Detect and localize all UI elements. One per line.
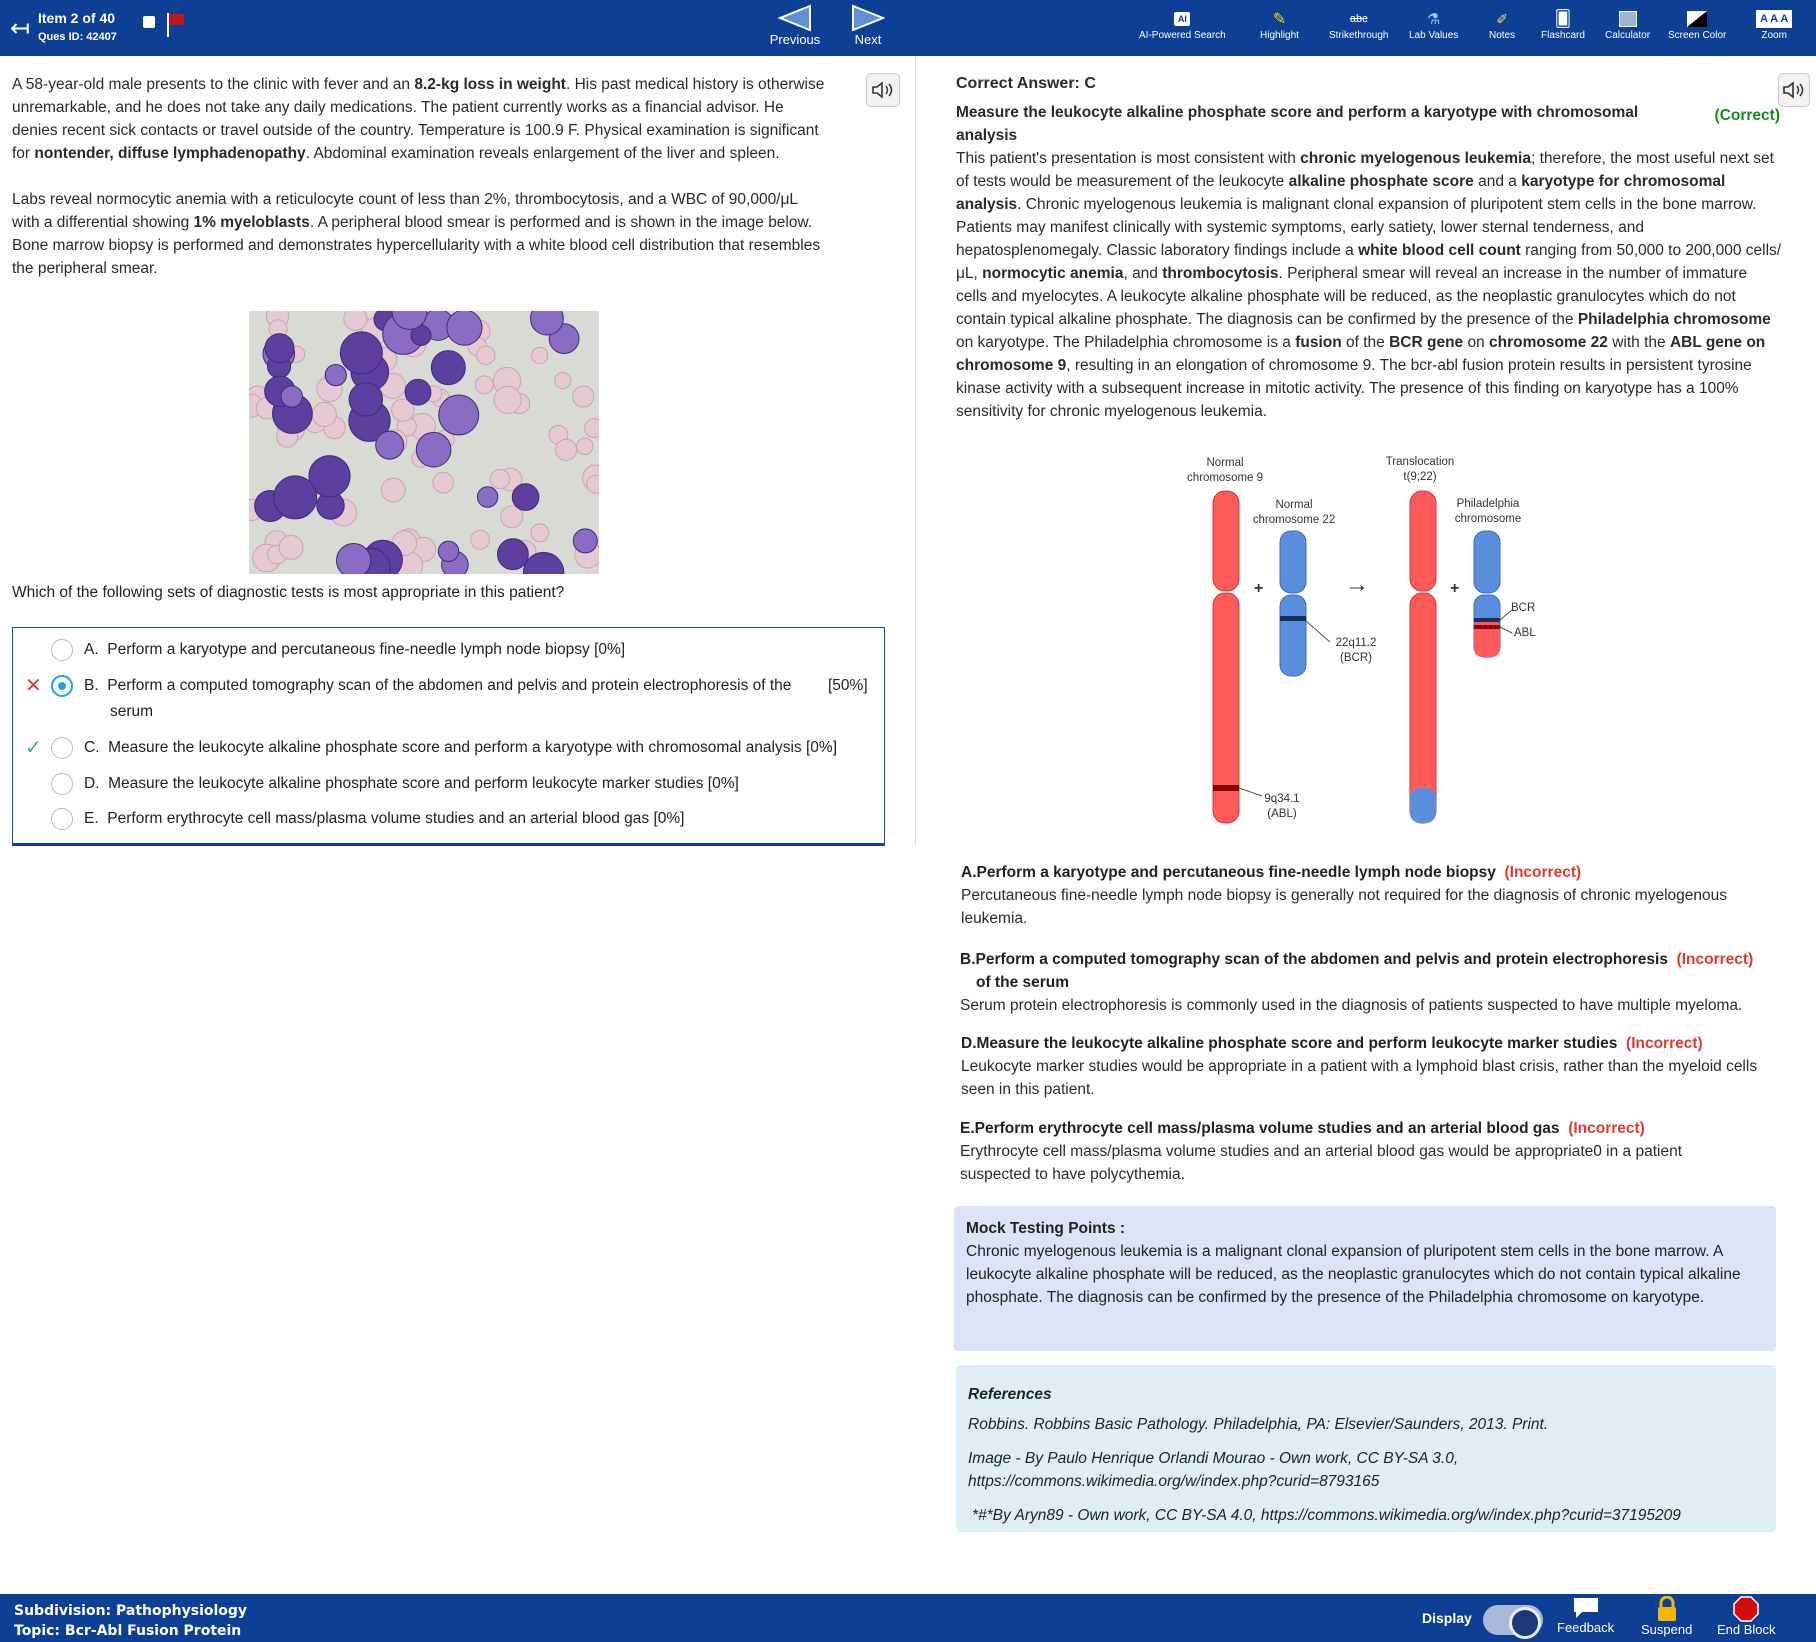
radio-a[interactable] xyxy=(51,639,73,661)
white-blood-cell xyxy=(274,476,317,519)
choice-b-explanation: Serum protein electrophoresis is commonly used in the diagnosis of patients suspected to have multiple myeloma. xyxy=(960,997,1743,1014)
suspend-label: Suspend xyxy=(1641,1622,1693,1637)
tool-label-highlight: Highlight xyxy=(1260,30,1299,41)
notes-icon: ✐ xyxy=(1496,10,1508,27)
calculator-tool[interactable] xyxy=(1605,8,1650,41)
label-22q11: 22q11.2 (BCR) xyxy=(1335,637,1377,664)
correct-answer-label: Correct Answer: C xyxy=(956,75,1096,92)
tool-label-screen: Screen Color xyxy=(1668,30,1727,41)
explanation-run-16: of the xyxy=(1341,334,1390,351)
radio-b[interactable] xyxy=(51,675,73,697)
choice-e-explanation: Erythrocyte cell mass/plasma volume studies and an arterial blood gas would be appropriate0 in a patient suspected to have polycythemia. xyxy=(960,1143,1683,1183)
highlighter-icon: ✎ xyxy=(1272,11,1287,28)
white-blood-cell xyxy=(498,539,529,570)
explanation-run-18: on xyxy=(1463,334,1490,351)
choice-e-text: Perform erythrocyte cell mass/plasma volume studies and an arterial blood gas [0%] xyxy=(107,810,685,827)
suspend-button[interactable] xyxy=(1641,1596,1692,1637)
mark-checkbox[interactable] xyxy=(143,16,155,28)
strikethrough-tool[interactable] xyxy=(1329,8,1388,41)
blood-smear-image xyxy=(249,311,599,574)
screen-color-tool[interactable] xyxy=(1668,8,1726,41)
bcr-band xyxy=(1280,616,1306,621)
label-normal-chr22: Normal chromosome 22 xyxy=(1252,499,1336,526)
white-blood-cell xyxy=(265,334,294,363)
red-blood-cell xyxy=(477,346,495,364)
zoom-tool[interactable] xyxy=(1756,8,1792,41)
next-button[interactable] xyxy=(833,4,903,47)
red-blood-cell xyxy=(494,386,521,413)
speaker-icon xyxy=(871,80,895,100)
question-p1-run-2: . His past medical history is otherwise unremarkable, and he does not take any daily medications. The patient currently works as a financial advisor. He denies recent sick contacts or travel outside of the country. Temperature is 100.9 F. Physical examination is significant for xyxy=(12,76,825,162)
label-abl: ABL xyxy=(1514,627,1536,639)
white-blood-cell xyxy=(477,487,497,507)
question-id: Ques ID: 42407 xyxy=(38,31,117,43)
explanation-run-9: normocytic anemia xyxy=(982,265,1124,282)
der9-bcr-segment xyxy=(1410,788,1436,823)
der9-p-arm xyxy=(1410,491,1436,591)
choice-c-text: Measure the leukocyte alkaline phosphate score and perform a karyotype with chromosomal analysis [0%] xyxy=(108,739,837,756)
radio-d[interactable] xyxy=(51,773,73,795)
question-paragraph-1 xyxy=(12,73,827,165)
question-text xyxy=(12,73,832,303)
ph-abl-band xyxy=(1474,625,1500,629)
explanation-choice-a xyxy=(961,861,1791,930)
subdivision-info xyxy=(14,1601,247,1641)
choice-c-letter: C. xyxy=(84,739,100,756)
exit-icon[interactable]: ↤ xyxy=(10,15,31,42)
explanation-run-0: This patient's presentation is most consistent with xyxy=(956,150,1301,167)
choice-b-letter: B. xyxy=(84,677,99,694)
white-blood-cell xyxy=(405,379,431,405)
ph-p-arm xyxy=(1474,531,1500,593)
label-philadelphia: Philadelphia chromosome xyxy=(1454,498,1522,525)
choice-d-heading: D.Measure the leukocyte alkaline phosphate score and perform leukocyte marker studies xyxy=(961,1035,1618,1052)
choice-b-percent: [50%] xyxy=(828,677,868,694)
label-9q34: 9q34.1 (ABL) xyxy=(1264,793,1300,820)
choice-e-incorrect-tag: (Incorrect) xyxy=(1568,1120,1645,1137)
feedback-button[interactable] xyxy=(1557,1596,1614,1635)
white-blood-cell xyxy=(431,351,465,385)
references-title: References xyxy=(968,1386,1052,1403)
explanation-run-15: fusion xyxy=(1295,334,1342,351)
plus-sign-2: + xyxy=(1450,580,1460,597)
explanation-run-11: thrombocytosis xyxy=(1162,265,1279,282)
stop-icon xyxy=(1733,1596,1759,1622)
label-bcr: BCR xyxy=(1511,602,1536,614)
previous-label: Previous xyxy=(769,32,821,47)
choice-b-text-cont: serum xyxy=(110,703,154,720)
flask-icon: ⚗ xyxy=(1426,11,1441,28)
abl-band xyxy=(1213,785,1239,791)
end-block-button[interactable] xyxy=(1717,1596,1776,1637)
red-blood-cell xyxy=(279,535,303,559)
white-blood-cell xyxy=(447,311,482,345)
plus-sign-1: + xyxy=(1254,580,1264,597)
explanation-panel xyxy=(956,72,1782,423)
explanation-run-10: , and xyxy=(1123,265,1163,282)
white-blood-cell xyxy=(325,365,346,386)
explanation-run-17: BCR gene xyxy=(1389,334,1464,351)
explanation-run-14: on karyotype. The Philadelphia chromosome is a xyxy=(956,334,1296,351)
choice-a-letter: A. xyxy=(84,641,99,658)
choice-d-explanation: Leukocyte marker studies would be appropriate in a patient with a lymphoid blast crisis, rather than the myeloid cells seen in this patient. xyxy=(961,1058,1758,1098)
reference-3: *#*By Aryn89 - Own work, CC BY-SA 4.0, https://commons.wikimedia.org/w/index.php?curid=37195209 xyxy=(972,1507,1681,1524)
red-blood-cell xyxy=(531,524,549,542)
red-blood-cell xyxy=(471,530,490,549)
choice-b-text: Perform a computed tomography scan of the abdomen and pelvis and protein electrophoresis of the xyxy=(107,677,792,694)
choice-e-heading: E.Perform erythrocyte cell mass/plasma volume studies and an arterial blood gas xyxy=(960,1120,1560,1137)
explanation-run-13: Philadelphia chromosome xyxy=(1577,311,1771,328)
explanation-run-6: . Chronic myelogenous leukemia is malignant clonal expansion of pluripotent stem cells in the bone marrow. Patients may manifest clinically with systemic symptoms, early satiety, lower sternal tenderness, and hepatosplenomegaly. Classic laboratory findings include a xyxy=(956,196,1757,259)
explanation-choice-e xyxy=(960,1117,1790,1186)
notes-tool[interactable] xyxy=(1489,8,1515,41)
calculator-icon xyxy=(1619,11,1637,27)
speaker-icon xyxy=(1782,80,1806,100)
choice-d-letter: D. xyxy=(84,775,100,792)
explanation-run-3: alkaline phosphate score xyxy=(1288,173,1474,190)
reference-1: Robbins. Robbins Basic Pathology. Philadelphia, PA: Elsevier/Saunders, 2013. Print. xyxy=(968,1416,1549,1433)
item-info xyxy=(38,10,117,43)
choice-a-heading: A.Perform a karyotype and percutaneous fine-needle lymph node biopsy xyxy=(961,864,1496,881)
white-blood-cell xyxy=(439,395,479,435)
explanation-choice-d xyxy=(961,1032,1791,1101)
red-blood-cell xyxy=(573,386,594,407)
correct-choice-text: Measure the leukocyte alkaline phosphate score and perform a karyotype with chromosomal analysis xyxy=(956,104,1639,144)
next-label: Next xyxy=(854,32,882,47)
feedback-label: Feedback xyxy=(1557,1620,1615,1635)
next-arrow-icon xyxy=(851,4,885,32)
topic-label: Topic: Bcr-Abl Fusion Protein xyxy=(14,1623,242,1639)
radio-e[interactable] xyxy=(51,808,73,830)
subdivision-label: Subdivision: Pathophysiology xyxy=(14,1603,248,1619)
white-blood-cell xyxy=(376,431,404,459)
choice-b-heading: B.Perform a computed tomography scan of the abdomen and pelvis and protein electrophoresis xyxy=(960,951,1668,968)
bottom-bar xyxy=(0,1594,1816,1642)
question-p1-run-1: 8.2-kg loss in weight xyxy=(414,76,566,93)
references-box xyxy=(956,1365,1776,1532)
reference-2: Image - By Paulo Henrique Orlandi Mourao - Own work, CC BY-SA 3.0, https://commons.wikimedia.org/w/index.php?curid=8793165 xyxy=(968,1450,1459,1490)
previous-button[interactable] xyxy=(760,4,830,47)
white-blood-cell xyxy=(281,386,302,407)
ai-icon: AI xyxy=(1174,12,1190,26)
philadelphia-chromosome-diagram xyxy=(1180,450,1700,830)
question-p2-run-1: 1% myeloblasts xyxy=(193,214,310,231)
red-blood-cell xyxy=(577,438,593,454)
label-translocation: Translocation t(9;22) xyxy=(1385,456,1455,483)
explanation-run-1: chronic myelogenous leukemia xyxy=(1300,150,1531,167)
contrast-icon xyxy=(1687,11,1707,27)
explanation-run-8: ranging from 50,000 to 200,000 cells/μL, xyxy=(956,242,1782,282)
question-stem: Which of the following sets of diagnostic tests is most appropriate in this patient? xyxy=(12,584,565,601)
red-blood-cell xyxy=(532,347,548,363)
explanation-run-19: chromosome 22 xyxy=(1489,334,1608,351)
radio-c[interactable] xyxy=(51,737,73,759)
choice-a-incorrect-tag: (Incorrect) xyxy=(1504,864,1582,881)
feedback-icon xyxy=(1572,1596,1600,1620)
tool-label-zoom: Zoom xyxy=(1761,30,1787,41)
answer-choices xyxy=(12,627,885,846)
white-blood-cell xyxy=(349,383,382,416)
highlight-tool[interactable] xyxy=(1260,8,1299,41)
white-blood-cell xyxy=(573,529,597,553)
end-block-label: End Block xyxy=(1717,1622,1776,1637)
read-aloud-button[interactable] xyxy=(866,73,900,107)
blood-smear-cells xyxy=(249,311,599,574)
chr22-p-arm xyxy=(1280,531,1306,593)
red-blood-cell xyxy=(585,419,599,438)
red-blood-cell xyxy=(312,402,336,426)
flashcard-tool[interactable] xyxy=(1541,8,1585,41)
explanation-run-7: white blood cell count xyxy=(1358,242,1521,259)
mock-body: Chronic myelogenous leukemia is a malignant clonal expansion of pluripotent stem cells in the bone marrow. A leukocyte alkaline phosphate will be reduced, as the neoplastic granulocytes which do not contain typical alkaline phosphate. The diagnosis can be confirmed by the presence of the Philadelphia chromosome on karyotype. xyxy=(966,1243,1741,1306)
red-blood-cell xyxy=(344,311,367,330)
lock-icon xyxy=(1655,1596,1679,1622)
chr22-q-arm xyxy=(1280,595,1306,676)
explanation-run-20: with the xyxy=(1607,334,1670,351)
correct-tag: (Correct) xyxy=(1714,107,1780,124)
label-normal-chr9: Normal chromosome 9 xyxy=(1186,457,1264,484)
pane-divider xyxy=(915,56,916,846)
white-blood-cell xyxy=(438,541,458,561)
choice-e-letter: E. xyxy=(84,810,99,827)
question-p1-run-4: . Abdominal examination reveals enlargement of the liver and spleen. xyxy=(305,145,780,162)
red-blood-cell xyxy=(490,470,509,489)
white-blood-cell xyxy=(337,544,371,575)
white-blood-cell xyxy=(512,484,539,511)
incorrect-x-icon: ✕ xyxy=(25,675,42,697)
explanation-text xyxy=(956,147,1782,423)
explanation-run-12: . Peripheral smear will reveal an increase in the number of immature cells and myelocytes. A leukocyte alkaline phosphate will be reduced, as the neoplastic granulocytes which do not contain typical alkaline phosphate. The diagnosis can be confirmed by the presence of the xyxy=(956,265,1748,328)
red-blood-cell xyxy=(381,478,405,502)
tool-label-strikethrough: Strikethrough xyxy=(1329,30,1389,41)
explanation-run-22: , resulting in an elongation of chromosome 9. The bcr-abl fusion protein results in persistent tyrosine kinase activity with a subsequent increase in mitotic activity. The presence of this finding on karyotype has a 100% sensitivity for chronic myelogenous leukemia. xyxy=(956,357,1752,420)
ph-bcr-band xyxy=(1474,618,1500,622)
choice-b-incorrect-tag: (Incorrect) xyxy=(1676,951,1754,968)
read-aloud-explanation-button[interactable] xyxy=(1778,73,1810,107)
ph-abl-leader xyxy=(1500,627,1512,633)
question-p1-run-0: A 58-year-old male presents to the clinic with fever and an xyxy=(12,76,415,93)
previous-arrow-icon xyxy=(778,4,812,32)
tool-label-flashcard: Flashcard xyxy=(1541,30,1585,41)
white-blood-cell xyxy=(340,332,382,374)
red-blood-cell xyxy=(433,472,454,493)
zoom-icon: A A A xyxy=(1756,10,1792,28)
tool-label-lab: Lab Values xyxy=(1409,30,1459,41)
mock-title: Mock Testing Points : xyxy=(966,1220,1126,1237)
display-label: Display xyxy=(1422,1610,1472,1626)
strikethrough-icon: abc xyxy=(1349,13,1368,25)
display-toggle[interactable] xyxy=(1483,1605,1543,1635)
translocation-arrow: → xyxy=(1345,571,1369,598)
ai-search-tool[interactable] xyxy=(1139,8,1226,41)
lab-values-tool[interactable] xyxy=(1409,8,1458,41)
red-blood-cell xyxy=(555,373,571,389)
item-counter: Item 2 of 40 xyxy=(38,10,116,26)
explanation-run-2: ; therefore, the most useful next set of tests would be measurement of the leukocyte xyxy=(956,150,1774,190)
tool-label-ai: AI-Powered Search xyxy=(1139,30,1226,41)
correct-check-icon: ✓ xyxy=(25,737,42,759)
explanation-run-4: and a xyxy=(1473,173,1522,190)
explanation-run-5: karyotype for chromosomal analysis xyxy=(956,173,1726,213)
explanation-run-21: ABL gene on chromosome 9 xyxy=(956,334,1766,374)
top-toolbar xyxy=(0,0,1816,56)
tool-label-notes: Notes xyxy=(1489,30,1516,41)
choice-a-explanation: Percutaneous fine-needle lymph node biopsy is generally not required for the diagnosis of chronic myelogenous leukemia. xyxy=(961,887,1727,927)
question-p2-run-0: Labs reveal normocytic anemia with a reticulocyte count of less than 2%, thrombocytosis, and a WBC of 90,000/μL with a differential showing xyxy=(12,191,798,231)
tool-label-calculator: Calculator xyxy=(1605,30,1651,41)
question-p1-run-3: nontender, diffuse lymphadenopathy xyxy=(34,145,306,162)
red-blood-cell xyxy=(556,439,577,460)
mock-testing-points xyxy=(954,1206,1776,1351)
choice-a-text: Perform a karyotype and percutaneous fine-needle lymph node biopsy [0%] xyxy=(107,641,626,658)
explanation-choice-b xyxy=(960,948,1790,1017)
flashcard-icon: 🂠 xyxy=(1554,11,1572,28)
white-blood-cell xyxy=(416,432,451,467)
choice-d-incorrect-tag: (Incorrect) xyxy=(1626,1035,1703,1052)
question-p2-run-2: . A peripheral blood smear is performed and is shown in the image below. Bone marrow biopsy is performed and demonstrates hypercellularity with a white blood cell distribution that resembles the peripheral smear. xyxy=(12,214,821,277)
choice-d-text: Measure the leukocyte alkaline phosphate score and perform leukocyte marker studies [0%] xyxy=(108,775,739,792)
question-paragraph-2 xyxy=(12,188,827,280)
chr9-p-arm xyxy=(1213,491,1239,591)
flag-icon[interactable] xyxy=(166,12,186,38)
red-blood-cell xyxy=(475,376,493,394)
choice-b-heading-cont: of the serum xyxy=(976,974,1070,991)
